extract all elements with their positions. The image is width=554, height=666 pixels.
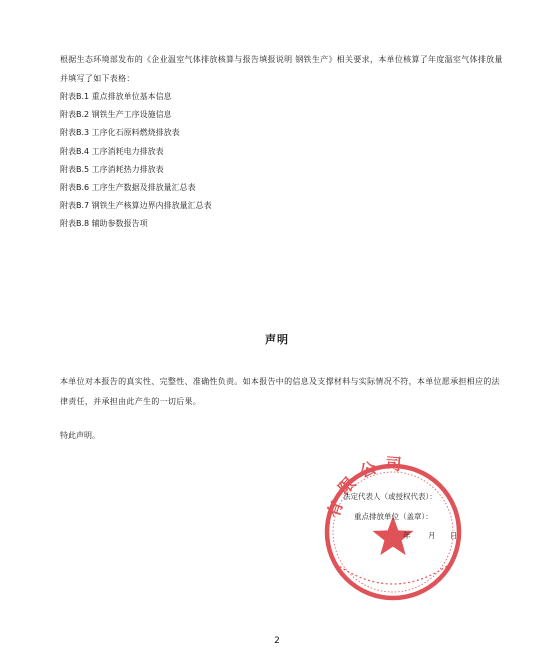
legal-representative-label: 法定代表人（或授权代表）： <box>343 492 437 501</box>
declaration-title: 声明 <box>265 333 289 346</box>
intro-paragraph <box>60 50 520 88</box>
declaration-line-1: 本单位对本报告的真实性、完整性、准确性负责。如本报告中的信息及支撑材料与实际情况不符，本单位愿承担相应的法 <box>60 377 500 386</box>
intro-line-1: 根据生态环境部发布的《企业温室气体排放核算与报告填报说明 钢铁生产》相关要求，本单位核算了年度温室气体排放量 <box>60 55 503 64</box>
svg-text:有限公司 <box>324 454 411 520</box>
list-item: 附表B.8 辅助参数报告项 <box>60 219 148 229</box>
intro-line-2: 并填写了如下表格： <box>60 74 135 83</box>
list-item: 附表B.7 钢铁生产核算边界内排放量汇总表 <box>60 201 212 211</box>
list-item: 附表B.2 钢铁生产工序设施信息 <box>60 110 172 120</box>
list-item: 附表B.4 工序消耗电力排放表 <box>60 146 164 156</box>
company-seal <box>318 454 468 604</box>
list-item: 附表B.3 工序化石原料燃烧排放表 <box>60 128 180 138</box>
list-item: 附表B.6 工序生产数据及排放量汇总表 <box>60 182 196 192</box>
declaration-body <box>60 372 520 412</box>
date-year-label: 年 <box>403 531 411 540</box>
seal-arc-text: 有限公司 <box>323 454 411 520</box>
declaration-line-2: 律责任，并承担由此产生的一切后果。 <box>60 397 202 406</box>
list-item: 附表B.5 工序消耗热力排放表 <box>60 164 164 174</box>
table-list <box>60 88 212 234</box>
date-day-label: 日 <box>450 531 458 540</box>
reporting-unit-label: 重点排放单位（盖章）： <box>354 512 433 521</box>
seal-serial-band <box>336 564 450 584</box>
list-item: 附表B.1 重点排放单位基本信息 <box>60 92 172 101</box>
declaration-closing: 特此声明。 <box>60 431 100 440</box>
page-number: 2 <box>274 636 280 646</box>
date-month-label: 月 <box>428 531 436 540</box>
